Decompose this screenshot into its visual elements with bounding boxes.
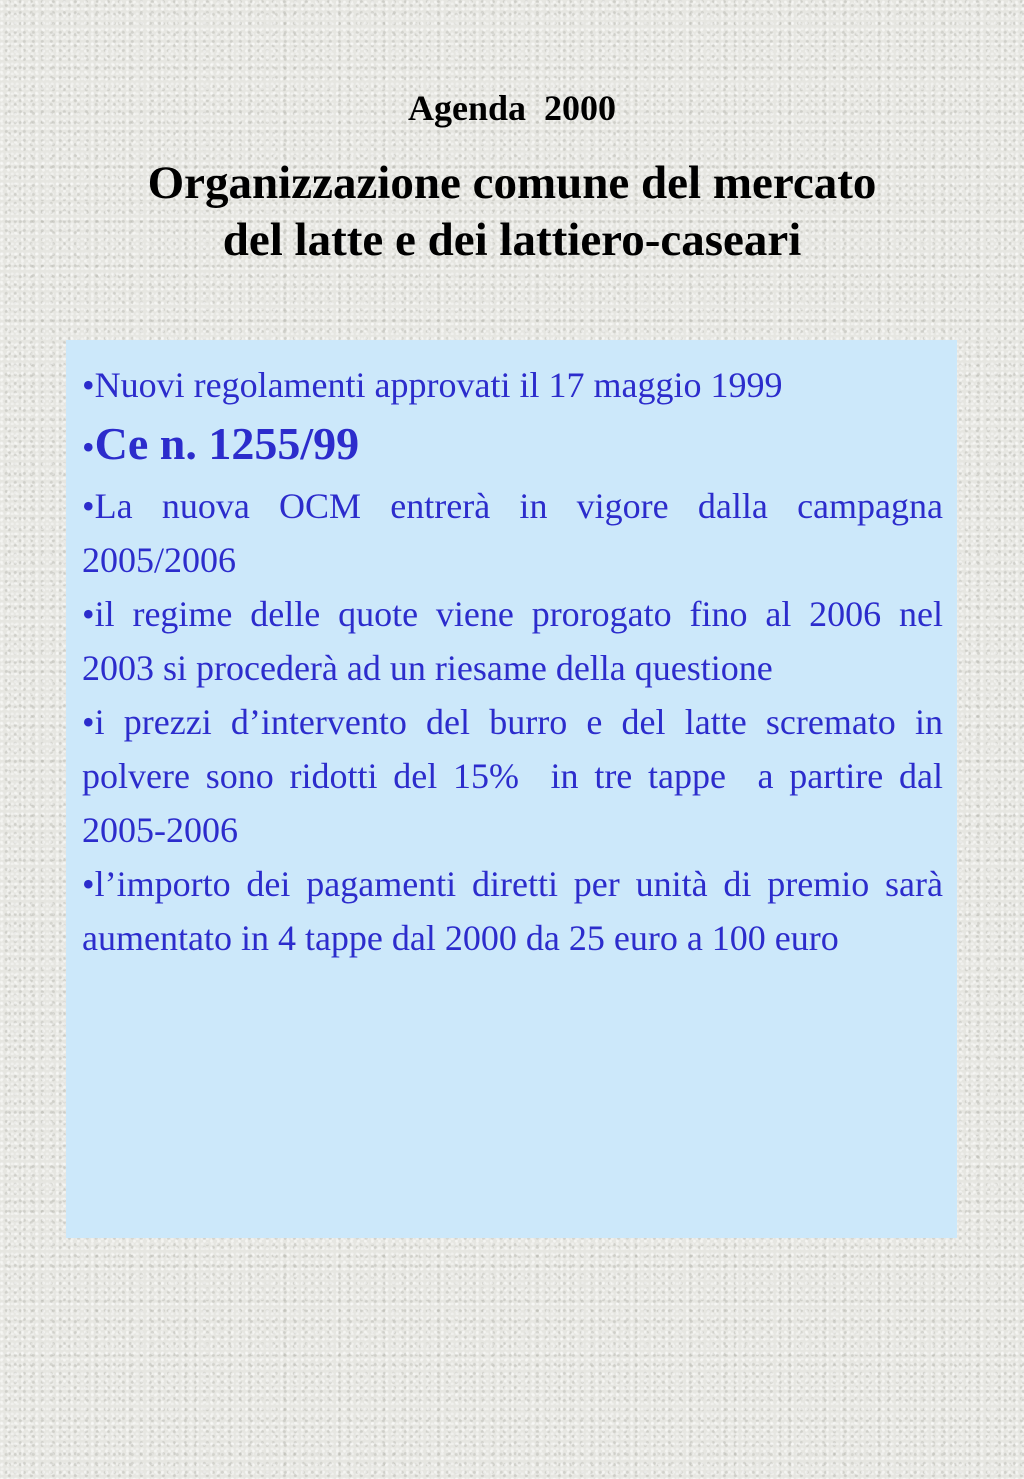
bullet-item-regolamenti: [82, 358, 943, 412]
bullet-item-ocm: [82, 479, 952, 587]
bullet-text: La nuova OCM entrerà in vigore dalla campagna 2005/2006: [82, 486, 952, 580]
bullet-text: l’importo dei pagamenti diretti per unità di premio sarà aumentato in 4 tappe dal 2000 da 25 euro a 100 euro: [82, 864, 952, 958]
bullet-dot: •: [82, 864, 95, 904]
bullet-item-pagamenti: [82, 857, 952, 965]
bullet-dot: •: [82, 594, 95, 634]
bullet-item-prezzi: [82, 695, 952, 857]
bullet-dot: •: [82, 702, 95, 742]
title-line-2: del latte e dei lattiero-caseari: [222, 214, 802, 266]
bullet-item-regulation-number: [82, 412, 943, 479]
content-panel: [66, 340, 957, 1238]
bullet-item-quote: [82, 587, 952, 695]
bullet-text: Ce n. 1255/99: [94, 418, 360, 469]
bullet-text: Nuovi regolamenti approvati il 17 maggio 1999: [94, 365, 783, 405]
bullet-text: i prezzi d’intervento del burro e del latte scremato in polvere sono ridotti del 15% in tre tappe a partire dal 2005-2006: [82, 702, 952, 850]
bullet-list: [82, 358, 952, 965]
bullet-dot: •: [82, 365, 95, 405]
bullet-dot: •: [82, 486, 95, 526]
agenda-heading: Agenda 2000: [407, 88, 617, 128]
bullet-dot: •: [82, 427, 95, 467]
bullet-text: il regime delle quote viene prorogato fino al 2006 nel 2003 si procederà ad un riesame della questione: [82, 594, 952, 688]
page-title: [0, 155, 1024, 269]
title-line-1: Organizzazione comune del mercato: [147, 157, 877, 209]
